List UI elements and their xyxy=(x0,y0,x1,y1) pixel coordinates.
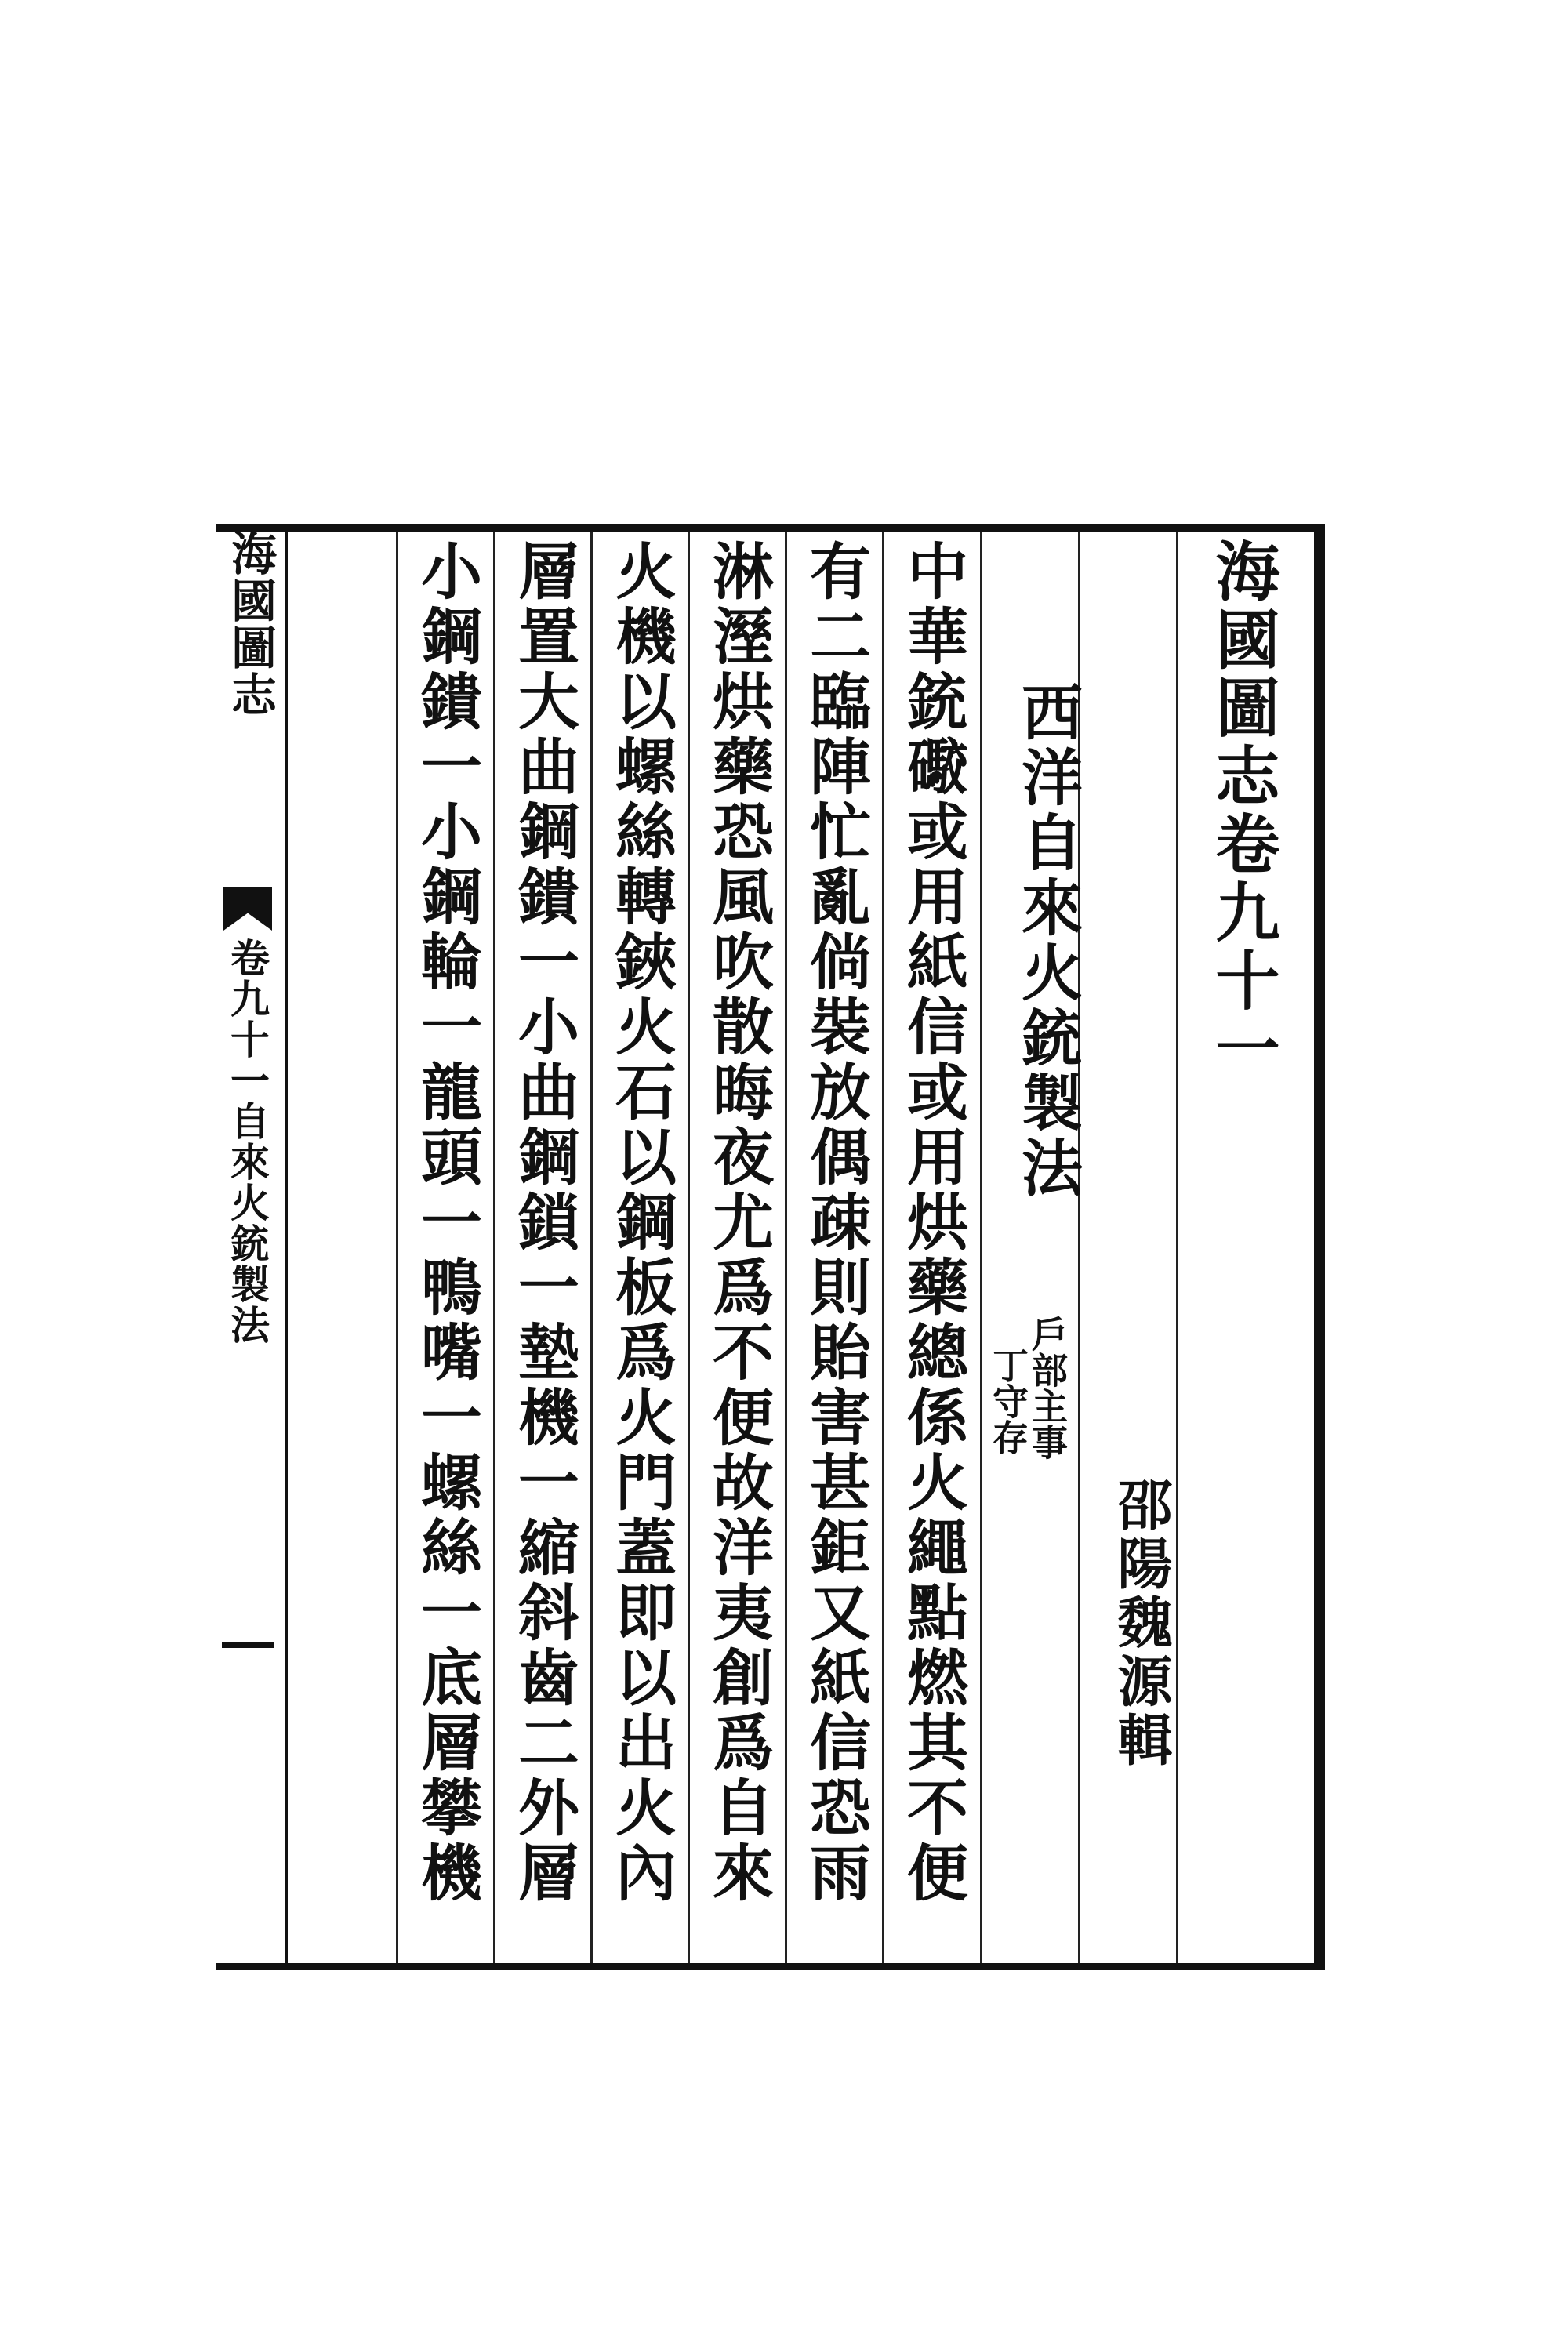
body-column-1: 中華銃礮或用紙信或用烘藥總係火繩點燃其不便 xyxy=(897,539,968,1906)
body-column-4: 火機以螺絲轉鋏火石以鋼板爲火門蓋即以出火內 xyxy=(605,539,677,1906)
frame-right-border xyxy=(1314,524,1325,1970)
column-rule xyxy=(980,532,982,1963)
frame-bottom-border xyxy=(216,1963,1325,1970)
leaf-number-mark xyxy=(222,1642,274,1648)
body-column-5: 層置大曲鋼鐀一小曲鋼鎖一墊機一縮斜齒二外層 xyxy=(508,539,579,1906)
body-column-6: 小鋼鐀一小鋼輪一龍頭一鴨嘴一螺絲一底層攀機 xyxy=(411,539,482,1906)
volume-title: 海國圖志卷九十一 xyxy=(1205,538,1280,1083)
body-column-3: 淋溼烘藥恐風吹散晦夜尤爲不便故洋夷創爲自來 xyxy=(702,539,774,1906)
fish-tail-mark xyxy=(223,887,272,931)
section-title: 西洋自來火銃製法 xyxy=(1011,681,1083,1201)
author-line: 邵陽魏源輯 xyxy=(1109,1476,1174,1770)
column-rule xyxy=(882,532,884,1963)
column-rule xyxy=(785,532,787,1963)
column-rule xyxy=(493,532,495,1963)
attribution-line-1: 戶部主事 xyxy=(1026,1316,1069,1460)
running-title-bottom: 卷九十一自來火銃製法 xyxy=(224,938,270,1345)
running-title-top: 海國圖志 xyxy=(223,530,277,718)
column-rule xyxy=(396,532,398,1963)
leaf-number xyxy=(225,1608,275,1641)
page-block xyxy=(216,524,1325,1970)
frame-left-border xyxy=(285,524,288,1970)
frame-top-border xyxy=(216,524,1325,532)
column-rule xyxy=(688,532,690,1963)
running-title xyxy=(216,530,283,1963)
column-rule xyxy=(590,532,593,1963)
body-column-2: 有二臨陣忙亂倘裝放偶疎則貽害甚鉅又紙信恐雨 xyxy=(800,539,871,1906)
attribution-line-2: 丁守存 xyxy=(987,1347,1029,1455)
